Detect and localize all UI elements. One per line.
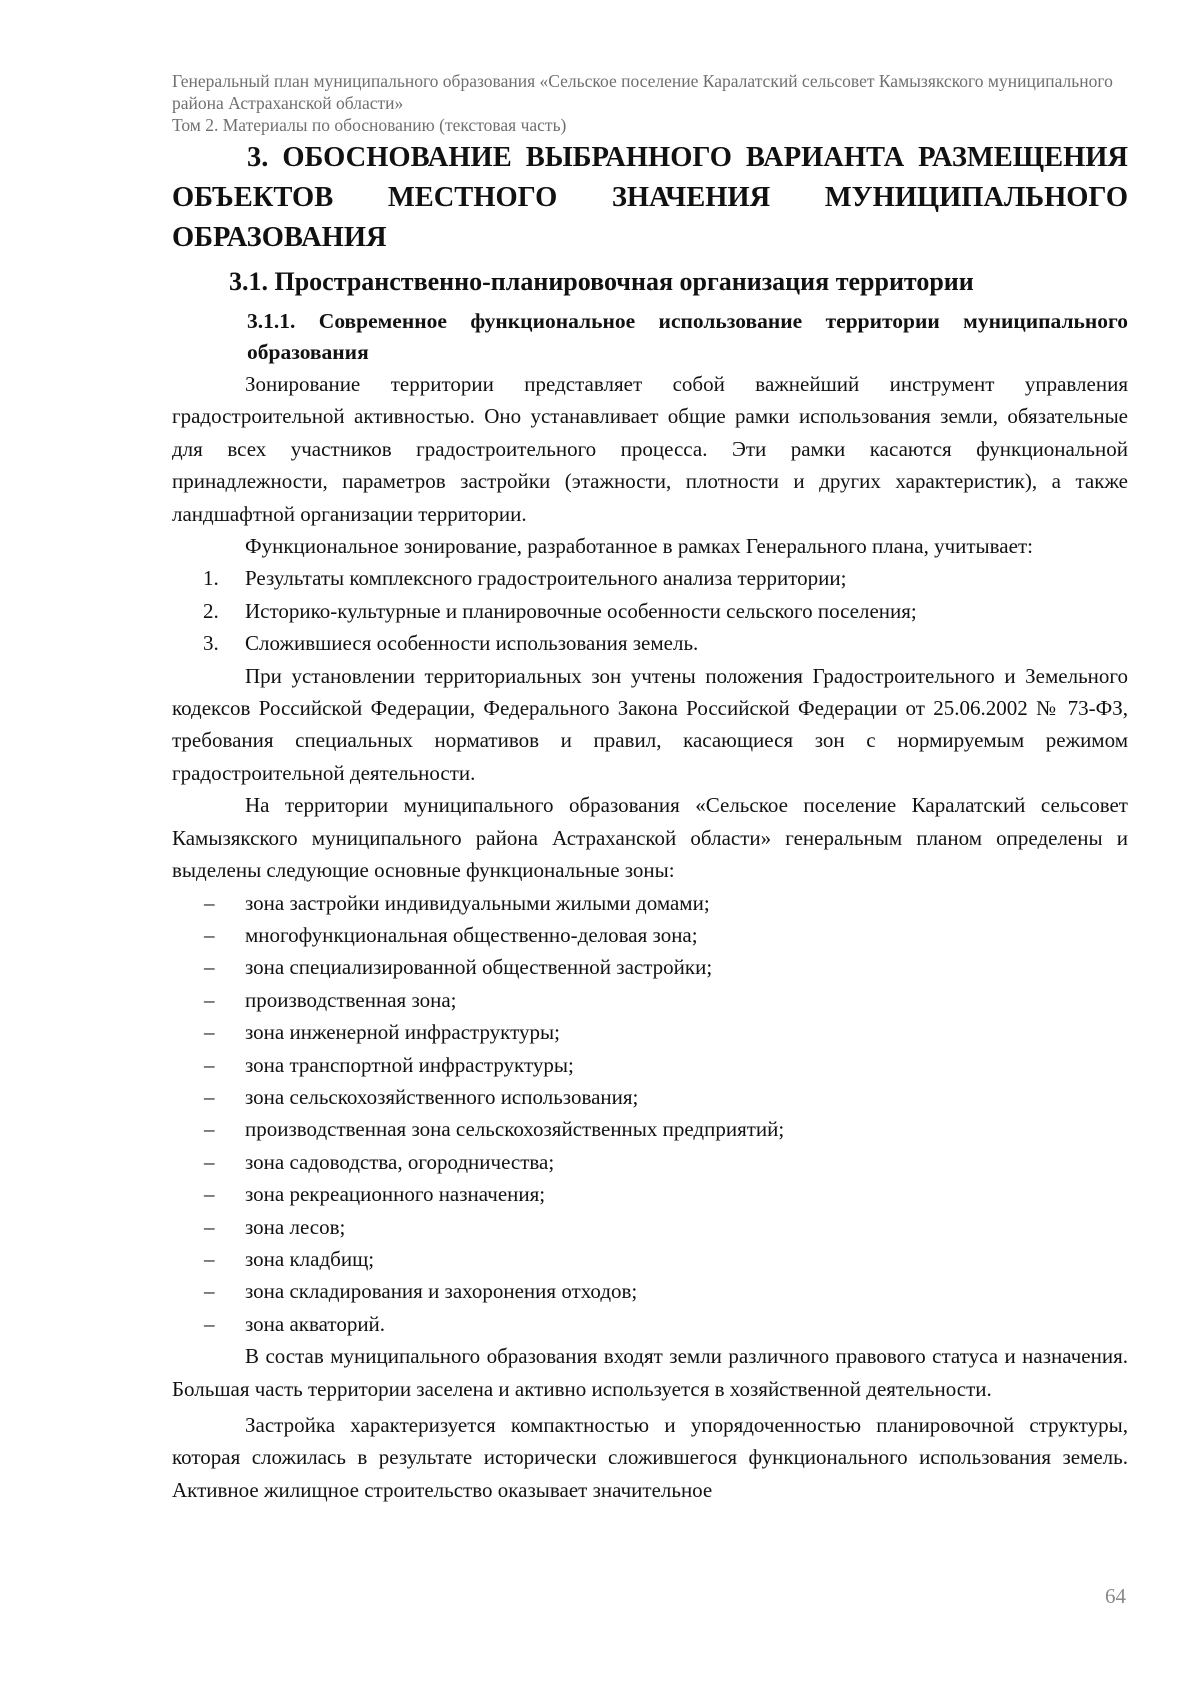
dash-marker: – bbox=[204, 1311, 215, 1336]
list-marker: 1. bbox=[203, 566, 219, 591]
list-item-text: зона складирования и захоронения отходов; bbox=[245, 1279, 638, 1304]
functional-zones-list bbox=[172, 887, 1128, 1341]
running-header-title: Генеральный план муниципального образования «Сельское поселение Каралатский сельсовет Камызякского муниципального района Астраханской области» bbox=[172, 71, 1113, 113]
list-item bbox=[172, 1146, 1128, 1178]
paragraph-zoning-intro: Зонирование территории представляет собой важнейший инструмент управления градостроительной активностью. Оно устанавливает общие рамки использования земли, обязательные для всех участников градостроительного процесса. Эти рамки касаются функциональной принадлежности, параметров застройки (этажности, плотности и других характеристик), а также ландшафтной организации территории. bbox=[172, 372, 1128, 526]
dash-marker: – bbox=[204, 1084, 215, 1109]
list-item-text: Результаты комплексного градостроительного анализа территории; bbox=[245, 566, 847, 591]
list-item bbox=[172, 1049, 1128, 1081]
list-item-text: зона лесов; bbox=[245, 1214, 346, 1239]
list-item bbox=[172, 1211, 1128, 1243]
dash-marker: – bbox=[204, 1182, 215, 1207]
dash-marker: – bbox=[204, 1214, 215, 1239]
dash-marker: – bbox=[204, 1052, 215, 1077]
list-item bbox=[172, 595, 1128, 627]
subsection-title: 3.1.1. Современное функциональное использование территории муниципального образования bbox=[247, 309, 1128, 364]
list-item-text: зона сельскохозяйственного использования; bbox=[245, 1084, 639, 1109]
list-item bbox=[172, 919, 1128, 951]
dash-marker: – bbox=[204, 1246, 215, 1271]
paragraph-land-status: В состав муниципального образования входят земли различного правового статуса и назначения. Большая часть территории заселена и активно используется в хозяйственной деятельности. bbox=[172, 1344, 1128, 1401]
running-header-volume: Том 2. Материалы по обоснованию (текстовая часть) bbox=[172, 115, 567, 135]
paragraph-legal-basis: При установлении территориальных зон учтены положения Градостроительного и Земельного кодексов Российской Федерации, Федерального Закона Российской Федерации от 25.06.2002 № 73-ФЗ, требования специальных нормативов и правил, касающиеся зон с нормируемым режимом градостроительной деятельности. bbox=[172, 663, 1128, 785]
dash-marker: – bbox=[204, 1020, 215, 1045]
list-item bbox=[172, 1275, 1128, 1307]
list-item-text: Сложившиеся особенности использования земель. bbox=[245, 631, 699, 656]
list-item bbox=[172, 951, 1128, 983]
list-marker: 2. bbox=[203, 598, 219, 623]
list-item-text: зона специализированной общественной застройки; bbox=[245, 955, 713, 980]
list-item bbox=[172, 1243, 1128, 1275]
list-item bbox=[172, 887, 1128, 919]
list-item bbox=[172, 1016, 1128, 1048]
dash-marker: – bbox=[204, 1279, 215, 1304]
paragraph-development: Застройка характеризуется компактностью и упорядоченностью планировочной структуры, которая сложилась в результате исторически сложившегося функционального использования земель. Активное жилищное строительство оказывает значительное bbox=[172, 1413, 1128, 1502]
list-item-text: многофункциональная общественно-деловая зона; bbox=[245, 922, 698, 947]
page-content bbox=[172, 70, 1128, 1506]
list-item-text: производственная зона сельскохозяйственных предприятий; bbox=[245, 1117, 785, 1142]
list-item bbox=[172, 1308, 1128, 1340]
dash-marker: – bbox=[204, 987, 215, 1012]
list-item-text: зона застройки индивидуальными жилыми домами; bbox=[245, 890, 710, 915]
list-item-text: зона кладбищ; bbox=[245, 1246, 375, 1271]
section-title: 3.1. Пространственно-планировочная организация территории bbox=[229, 267, 974, 296]
list-item-text: производственная зона; bbox=[245, 987, 457, 1012]
dash-marker: – bbox=[204, 1117, 215, 1142]
list-item bbox=[172, 1113, 1128, 1145]
list-item-text: зона садоводства, огородничества; bbox=[245, 1149, 555, 1174]
list-marker: 3. bbox=[203, 631, 219, 656]
list-item bbox=[172, 562, 1128, 594]
list-item bbox=[172, 627, 1128, 659]
dash-marker: – bbox=[204, 955, 215, 980]
paragraph-zones-intro: На территории муниципального образования «Сельское поселение Каралатский сельсовет Камызякского муниципального района Астраханской области» генеральным планом определены и выделены следующие основные функциональные зоны: bbox=[172, 793, 1128, 883]
list-item-text: зона инженерной инфраструктуры; bbox=[245, 1020, 560, 1045]
dash-marker: – bbox=[204, 922, 215, 947]
list-item-text: зона транспортной инфраструктуры; bbox=[245, 1052, 574, 1077]
list-item bbox=[172, 984, 1128, 1016]
list-item bbox=[172, 1081, 1128, 1113]
page-number: 64 bbox=[1105, 1584, 1126, 1608]
list-item bbox=[172, 1178, 1128, 1210]
chapter-title: 3. ОБОСНОВАНИЕ ВЫБРАННОГО ВАРИАНТА РАЗМЕЩЕНИЯ ОБЪЕКТОВ МЕСТНОГО ЗНАЧЕНИЯ МУНИЦИПАЛЬНОГО ОБРАЗОВАНИЯ bbox=[172, 142, 1128, 253]
considerations-list bbox=[172, 562, 1128, 659]
list-item-text: Историко-культурные и планировочные особенности сельского поселения; bbox=[245, 598, 917, 623]
dash-marker: – bbox=[204, 1149, 215, 1174]
running-header bbox=[172, 70, 1128, 136]
list-item-text: зона рекреационного назначения; bbox=[245, 1182, 546, 1207]
paragraph-functional-zoning: Функциональное зонирование, разработанное в рамках Генерального плана, учитывает: bbox=[245, 534, 1033, 559]
dash-marker: – bbox=[204, 890, 215, 915]
list-item-text: зона акваторий. bbox=[245, 1311, 386, 1336]
